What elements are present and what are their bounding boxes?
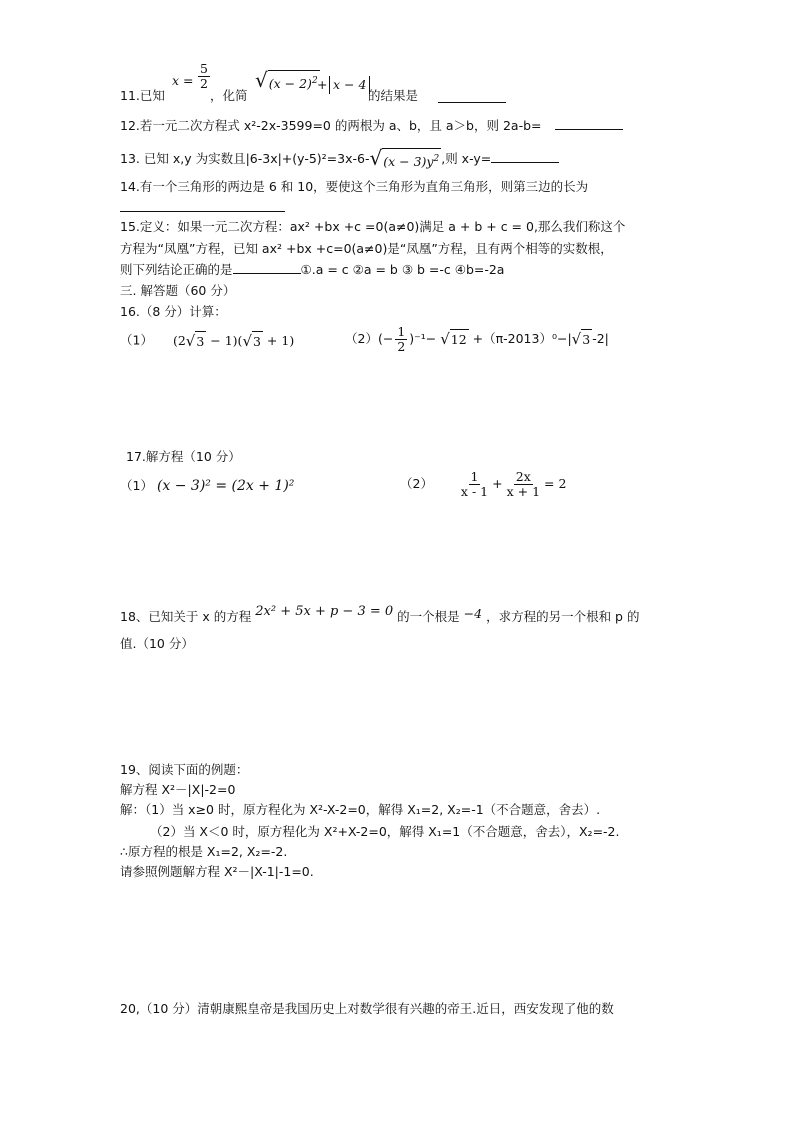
q17-fraction-1: $\frac{1}{x - 1}$ bbox=[460, 469, 489, 499]
q19-line2: 解方程 X²－|X|-2=0 bbox=[120, 782, 236, 797]
q14-text: 14.有一个三角形的两边是 6 和 10，要使这个三角形为直角三角形，则第三边的长为 bbox=[120, 179, 589, 194]
q15-line3-prefix: 则下列结论正确的是 bbox=[120, 262, 233, 277]
q17-part1 bbox=[120, 477, 294, 495]
q11-radicand: $(x - 2)^2$ bbox=[268, 70, 320, 93]
q15-line2: 方程为“凤凰”方程，已知 ax² +bx +c=0(a≠0)是“凤凰”方程，且有两个相等的实数根， bbox=[120, 241, 613, 256]
q11-denominator: 2 bbox=[200, 75, 208, 91]
q12-text: 12.若一元二次方程式 x²-2x-3599=0 的两根为 a、b，且 a＞b，则 2a-b= bbox=[120, 118, 542, 133]
q20-text: 20,（10 分）清朝康熙皇帝是我国历史上对数学很有兴趣的帝王.近日，西安发现了他的数 bbox=[120, 1001, 614, 1016]
q18-line1 bbox=[120, 604, 640, 627]
sqrt-symbol-icon: √ bbox=[571, 330, 582, 349]
q18-mid: 的一个根是 bbox=[397, 609, 460, 624]
q13-radicand: $(x - 3)y^2$ bbox=[382, 148, 441, 171]
q17-fraction-2: $\frac{2x}{x + 1}$ bbox=[506, 469, 541, 499]
q17-part2-label: （2） bbox=[400, 475, 433, 491]
q15-line3 bbox=[120, 261, 504, 279]
sqrt-symbol-icon: √ bbox=[185, 332, 196, 350]
q18-root: −4 bbox=[463, 606, 483, 621]
question-14 bbox=[120, 178, 588, 196]
q16-part1-label: （1） bbox=[120, 332, 153, 348]
q16-part1 bbox=[120, 331, 294, 351]
q15-line1: 15.定义：如果一元二次方程：ax² +bx +c =0(a≠0)满足 a + b + c = 0,那么我们称这个 bbox=[120, 219, 626, 234]
question-13 bbox=[120, 148, 559, 171]
q19-line5: ∴原方程的根是 X₁=2, X₂=-2. bbox=[120, 844, 288, 859]
sqrt-symbol-icon: √ bbox=[440, 330, 450, 349]
section-3-heading: 三. 解答题（60 分） bbox=[120, 283, 236, 298]
q15-options: ①.a = c ②a = b ③ b =-c ④b=-2a bbox=[300, 262, 505, 277]
q17-part1-label: （1） bbox=[120, 478, 153, 493]
q17-part1-expr: (x − 3)² = (2x + 1)² bbox=[156, 478, 295, 494]
q16-title: 16.（8 分）计算： bbox=[120, 304, 227, 319]
q17-title: 17.解方程（10 分） bbox=[126, 449, 241, 464]
sqrt-symbol-icon: √ bbox=[255, 68, 268, 92]
q11-suffix: 的结果是 bbox=[368, 88, 419, 103]
q13-prefix: 13. 已知 x,y 为实数且|6-3x|+(y-5)²=3x-6- bbox=[120, 151, 370, 167]
q17-part2 bbox=[400, 470, 566, 499]
q19-line4: （2）当 X＜0 时，原方程化为 X²+X-2=0，解得 X₁=1（不合题意，舍去），X₂=-2. bbox=[150, 824, 620, 839]
q11-fraction bbox=[198, 62, 210, 91]
q11-x-eq: x = bbox=[172, 73, 194, 88]
question-12 bbox=[120, 117, 623, 135]
sqrt-symbol-icon: √ bbox=[242, 332, 252, 350]
q16-part2-label: （2）(− bbox=[345, 330, 394, 346]
q17-rhs: = 2 bbox=[544, 475, 567, 491]
q18-line2: 值.（10 分） bbox=[120, 636, 194, 651]
sqrt-symbol-icon: √ bbox=[369, 146, 383, 170]
q11-mid: ，化简 bbox=[210, 88, 248, 103]
q11-numerator: 5 bbox=[200, 61, 208, 76]
q11-answer-blank bbox=[438, 90, 506, 103]
q12-answer-blank bbox=[555, 117, 623, 130]
q14-answer-blank bbox=[120, 211, 285, 212]
q17-plus: + bbox=[492, 475, 503, 491]
q13-suffix: ,则 x-y= bbox=[441, 151, 492, 167]
q13-answer-blank bbox=[491, 150, 559, 163]
q11-abs: x − 4 bbox=[329, 76, 370, 94]
q16-part1-expr: (2 √ 3 − 1)( √ 3 + 1) bbox=[172, 332, 295, 350]
q13-sqrt bbox=[369, 148, 441, 171]
q11-sqrt bbox=[255, 70, 320, 93]
q16-part2: （2）(− $\frac{1}{2}$ )⁻¹− √ 12 +（π-2013）⁰−| √ 3 -2| bbox=[345, 324, 609, 354]
q19-line3: 解：（1）当 x≥0 时，原方程化为 X²-X-2=0，解得 X₁=2, X₂=-1（不合题意，舍去）. bbox=[120, 802, 601, 817]
q19-line1: 19、阅读下面的例题： bbox=[120, 762, 249, 777]
q11-prefix: 11.已知 bbox=[120, 88, 165, 103]
q18-suffix: ，求方程的另一个根和 p 的 bbox=[486, 609, 640, 624]
q15-answer-blank bbox=[233, 261, 301, 274]
q19-line6: 请参照例题解方程 X²－|X-1|-1=0. bbox=[120, 864, 314, 879]
q11-plus: + bbox=[317, 77, 328, 92]
q16-part2-fraction: $\frac{1}{2}$ bbox=[397, 324, 406, 354]
q18-prefix: 18、已知关于 x 的方程 bbox=[120, 609, 252, 624]
q18-equation: 2x² + 5x + p − 3 = 0 bbox=[255, 604, 394, 619]
